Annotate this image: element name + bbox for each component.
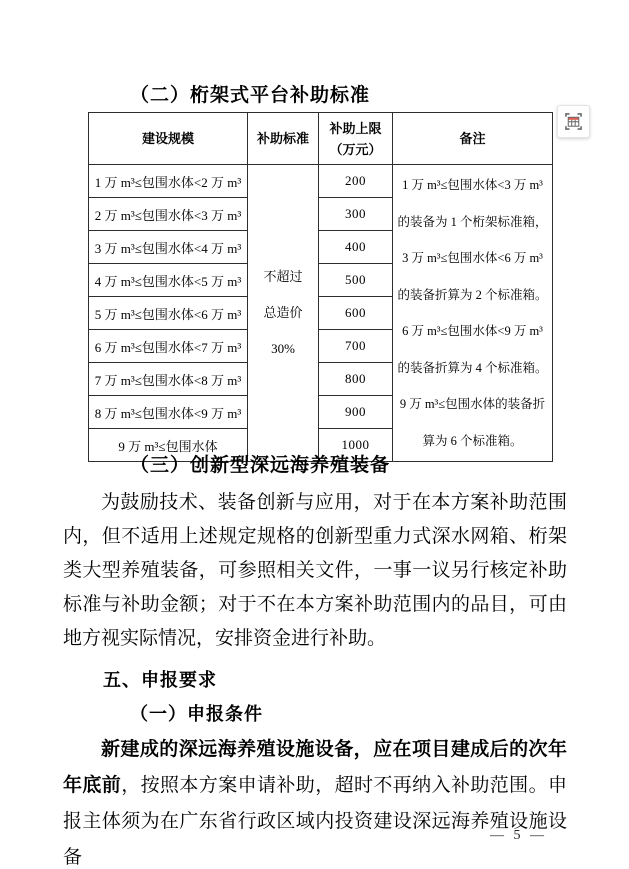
standard-line2: 总造价 30% — [263, 305, 303, 356]
scale-cell: 7 万 m³≤包围水体<8 万 m³ — [89, 363, 248, 396]
cap-cell: 300 — [319, 198, 393, 231]
table-header-row — [89, 113, 553, 165]
remark-cell — [393, 165, 553, 462]
remark-line: 的装备折算为 4 个标准箱。 — [397, 360, 548, 375]
table-capture-button[interactable] — [557, 105, 590, 138]
cap-cell: 200 — [319, 165, 393, 198]
scale-cell: 6 万 m³≤包围水体<7 万 m³ — [89, 330, 248, 363]
paragraph-application-rest: ，按照本方案申请补助，超时不再纳入补助范围。申报主体须为在广东省行政区域内投资建设深远海养殖设施设备 — [63, 775, 567, 868]
cap-cell: 600 — [319, 297, 393, 330]
section-heading-truss: （二）桁架式平台补助标准 — [130, 85, 371, 106]
body-text — [63, 452, 567, 869]
scale-cell: 8 万 m³≤包围水体<9 万 m³ — [89, 396, 248, 429]
scale-cell: 4 万 m³≤包围水体<5 万 m³ — [89, 264, 248, 297]
standard-cell — [248, 165, 319, 462]
remark-line: 算为 6 个标准箱。 — [422, 433, 523, 448]
scale-cell: 2 万 m³≤包围水体<3 万 m³ — [89, 198, 248, 231]
cap-cell: 800 — [319, 363, 393, 396]
col-header-standard: 补助标准 — [248, 113, 319, 165]
paragraph-application-bold: 新建成的深远海养殖设施设备，应在项目建成后的次年年底前 — [63, 739, 567, 796]
paragraph-application — [63, 732, 567, 869]
page-number: — 5 — — [490, 828, 547, 843]
section-heading-conditions: （一）申报条件 — [130, 704, 263, 724]
col-header-cap-line1: 补助上限 — [329, 120, 382, 136]
cap-cell: 1000 — [319, 429, 393, 462]
col-header-scale: 建设规模 — [89, 113, 248, 165]
remark-line: 的装备为 1 个桁架标准箱， — [397, 214, 548, 229]
standard-line1: 不超过 — [263, 269, 303, 284]
col-header-cap-line2: （万元） — [329, 141, 382, 157]
table-row — [89, 165, 553, 198]
remark-line: 3 万 m³≤包围水体<6 万 m³ — [402, 251, 543, 265]
scale-cell: 3 万 m³≤包围水体<4 万 m³ — [89, 231, 248, 264]
scale-cell: 1 万 m³≤包围水体<2 万 m³ — [89, 165, 248, 198]
col-header-remark: 备注 — [393, 113, 553, 165]
table-capture-icon — [563, 111, 584, 132]
cap-cell: 500 — [319, 264, 393, 297]
remark-line: 6 万 m³≤包围水体<9 万 m³ — [402, 324, 543, 338]
cap-cell: 400 — [319, 231, 393, 264]
remark-line: 1 万 m³≤包围水体<3 万 m³ — [402, 178, 543, 192]
remark-line: 9 万 m³≤包围水体的装备折 — [399, 397, 546, 411]
subsidy-standards-table — [88, 112, 553, 462]
remark-line: 的装备折算为 2 个标准箱。 — [397, 287, 548, 302]
cap-cell: 900 — [319, 396, 393, 429]
col-header-cap — [319, 113, 393, 165]
cap-cell: 700 — [319, 330, 393, 363]
section-heading-innovative: （三）创新型深远海养殖装备 — [130, 455, 391, 476]
scale-cell: 5 万 m³≤包围水体<6 万 m³ — [89, 297, 248, 330]
paragraph-innovative: 为鼓励技术、装备创新与应用，对于在本方案补助范围内，但不适用上述规定规格的创新型重力式深水网箱、桁架类大型养殖装备，可参照相关文件，一事一议另行核定补助标准与补助金额；对于不在本方案补助范围内的品目，可由地方视实际情况，安排资金进行补助。 — [63, 492, 567, 649]
section-heading-application: 五、申报要求 — [103, 670, 217, 690]
scale-cell: 9 万 m³≤包围水体 — [89, 429, 248, 462]
